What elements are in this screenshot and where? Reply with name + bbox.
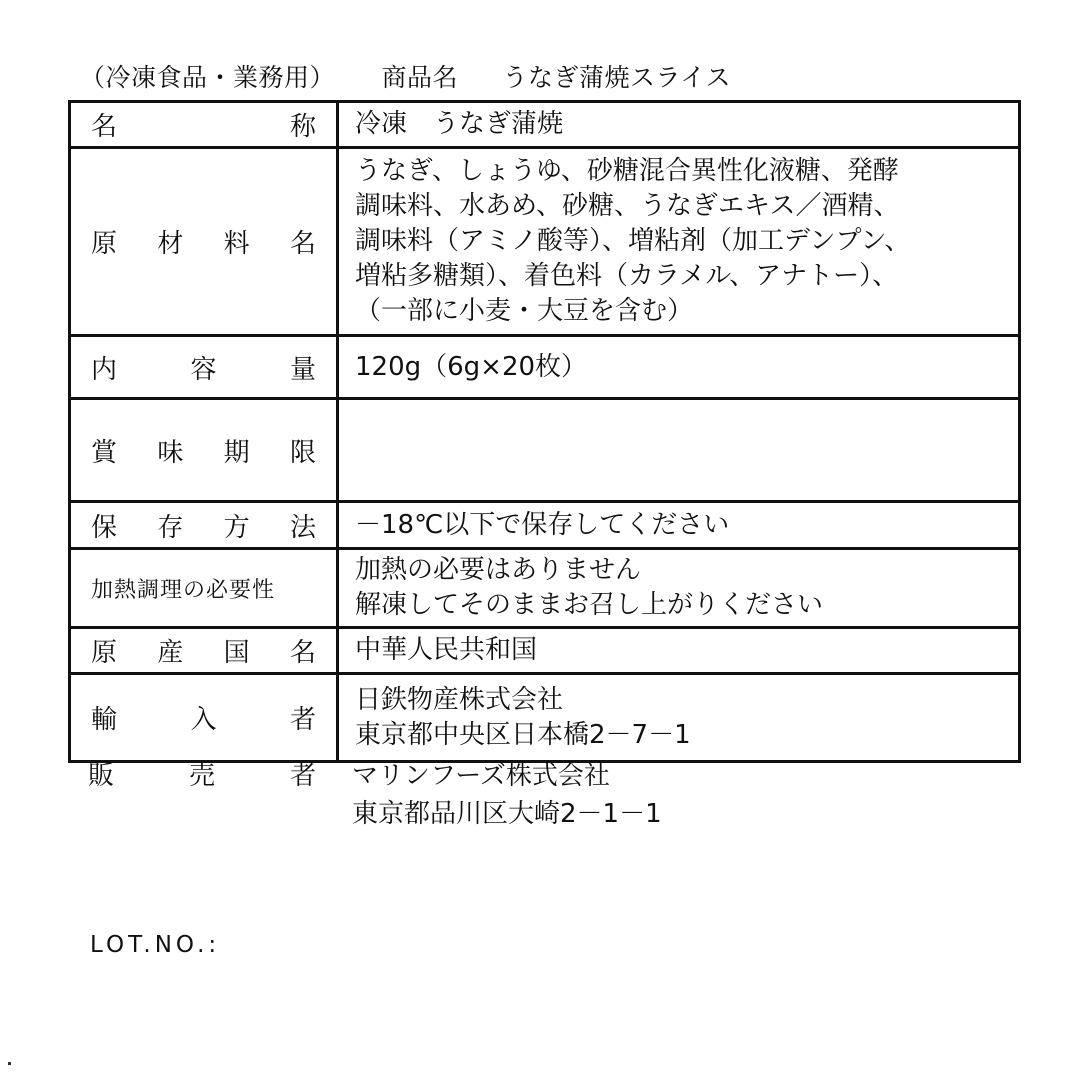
product-category: （冷凍食品・業務用） [80, 63, 336, 92]
row-ingredients [70, 148, 1020, 336]
row-best-before-label: 賞 味 期 限 [70, 399, 338, 502]
row-heating-label: 加熱調理の必要性 [70, 549, 338, 628]
row-importer-label: 輸 入 者 [70, 674, 338, 762]
row-name [70, 102, 1020, 148]
seller-block [68, 757, 1021, 833]
stray-dot [8, 1062, 11, 1065]
food-label-table [68, 100, 1021, 763]
row-heating [70, 549, 1020, 628]
seller-label: 販 売 者 [88, 761, 316, 791]
row-name-value: 冷凍 うなぎ蒲焼 [338, 102, 1020, 148]
row-name-label: 名 称 [70, 102, 338, 148]
row-importer-value: 日鉄物産株式会社 東京都中央区日本橋2－7－1 [338, 674, 1020, 762]
row-origin-value: 中華人民共和国 [338, 628, 1020, 674]
row-ingredients-value: うなぎ、しょうゆ、砂糖混合異性化液糖、発酵 調味料、水あめ、砂糖、うなぎエキス／酒精、 調味料（アミノ酸等）、増粘剤（加工デンプン、 増粘多糖類）、着色料（カラメル、アナトー）、 （一部に小麦・大豆を含む） [338, 148, 1020, 336]
row-best-before [70, 399, 1020, 502]
seller-value: マリンフーズ株式会社 東京都品川区大崎2－1－1 [352, 761, 662, 829]
row-ingredients-label: 原 材 料 名 [70, 148, 338, 336]
row-storage [70, 502, 1020, 549]
label-heading [80, 58, 731, 94]
row-net-content [70, 336, 1020, 399]
lot-number-label: LOT.NO.: [90, 932, 221, 958]
row-importer [70, 674, 1020, 762]
row-best-before-value [338, 399, 1020, 502]
row-origin [70, 628, 1020, 674]
product-name-label: 商品名 [381, 63, 458, 92]
row-storage-value: －18℃以下で保存してください [338, 502, 1020, 549]
row-heating-value: 加熱の必要はありません 解凍してそのままお召し上がりください [338, 549, 1020, 628]
row-origin-label: 原 産 国 名 [70, 628, 338, 674]
row-storage-label: 保 存 方 法 [70, 502, 338, 549]
product-name: うなぎ蒲焼スライス [502, 63, 731, 92]
row-net-content-value: 120g（6g×20枚） [338, 336, 1020, 399]
row-net-content-label: 内 容 量 [70, 336, 338, 399]
